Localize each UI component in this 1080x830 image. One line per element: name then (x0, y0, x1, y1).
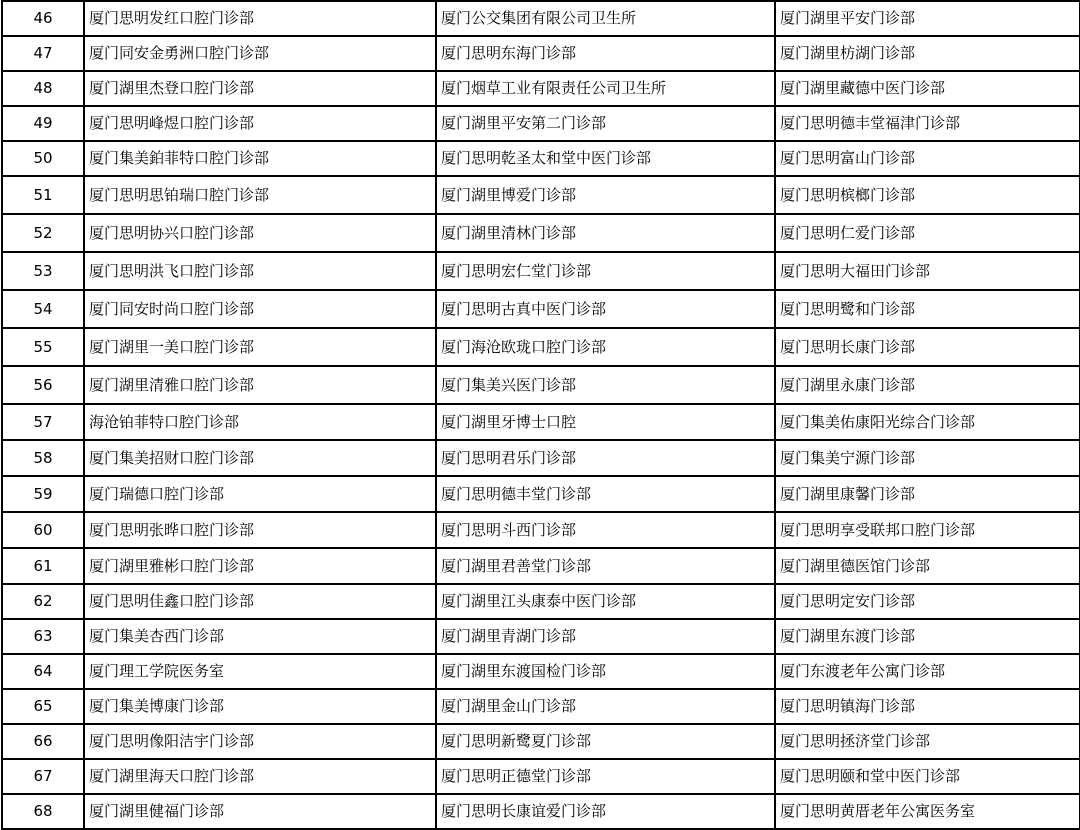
clinic-name-col-2: 厦门集美兴医门诊部 (436, 366, 775, 404)
table-row (2, 440, 1080, 476)
clinic-name-col-1: 厦门思明洪飞口腔门诊部 (84, 252, 436, 290)
row-number: 56 (2, 366, 84, 404)
table-body (2, 1, 1080, 829)
table-row (2, 176, 1080, 214)
clinic-name-col-2: 厦门湖里金山门诊部 (436, 689, 775, 724)
clinic-name-col-2: 厦门思明宏仁堂门诊部 (436, 252, 775, 290)
clinic-name-col-1: 厦门瑞德口腔门诊部 (84, 476, 436, 512)
clinic-name-col-1: 厦门思明峰煜口腔门诊部 (84, 106, 436, 141)
clinic-name-col-3: 厦门思明长康门诊部 (775, 328, 1080, 366)
clinic-name-col-2: 厦门湖里牙博士口腔 (436, 404, 775, 440)
clinic-name-col-3: 厦门思明定安门诊部 (775, 584, 1080, 619)
clinic-name-col-3: 厦门思明颐和堂中医门诊部 (775, 759, 1080, 794)
clinic-name-col-2: 厦门烟草工业有限责任公司卫生所 (436, 71, 775, 106)
row-number: 54 (2, 290, 84, 328)
clinic-name-col-1: 厦门集美博康门诊部 (84, 689, 436, 724)
clinic-name-col-1: 厦门湖里杰登口腔门诊部 (84, 71, 436, 106)
clinic-name-col-2: 厦门思明东海门诊部 (436, 36, 775, 71)
clinic-name-col-3: 厦门思明大福田门诊部 (775, 252, 1080, 290)
table-row (2, 404, 1080, 440)
table-row (2, 106, 1080, 141)
clinic-name-col-3: 厦门集美佑康阳光综合门诊部 (775, 404, 1080, 440)
clinic-name-col-2: 厦门湖里江头康泰中医门诊部 (436, 584, 775, 619)
row-number: 47 (2, 36, 84, 71)
clinic-name-col-2: 厦门湖里清林门诊部 (436, 214, 775, 252)
row-number: 51 (2, 176, 84, 214)
clinic-name-col-3: 厦门思明富山门诊部 (775, 141, 1080, 176)
clinic-list-table (1, 0, 1080, 830)
clinic-name-col-2: 厦门思明正德堂门诊部 (436, 759, 775, 794)
row-number: 52 (2, 214, 84, 252)
clinic-name-col-3: 厦门思明仁爱门诊部 (775, 214, 1080, 252)
clinic-name-col-3: 厦门思明鹭和门诊部 (775, 290, 1080, 328)
clinic-name-col-3: 厦门湖里藏德中医门诊部 (775, 71, 1080, 106)
row-number: 66 (2, 724, 84, 759)
table-row (2, 548, 1080, 584)
clinic-name-col-3: 厦门思明黄厝老年公寓医务室 (775, 794, 1080, 829)
row-number: 46 (2, 1, 84, 36)
clinic-name-col-3: 厦门思明德丰堂福津门诊部 (775, 106, 1080, 141)
clinic-name-col-2: 厦门思明德丰堂门诊部 (436, 476, 775, 512)
clinic-name-col-2: 厦门湖里青湖门诊部 (436, 619, 775, 654)
table-row (2, 328, 1080, 366)
row-number: 65 (2, 689, 84, 724)
clinic-name-col-2: 厦门公交集团有限公司卫生所 (436, 1, 775, 36)
clinic-name-col-2: 厦门湖里君善堂门诊部 (436, 548, 775, 584)
clinic-name-col-1: 厦门湖里海天口腔门诊部 (84, 759, 436, 794)
clinic-name-col-2: 厦门海沧欧珑口腔门诊部 (436, 328, 775, 366)
row-number: 64 (2, 654, 84, 689)
table-row (2, 476, 1080, 512)
clinic-name-col-3: 厦门集美宁源门诊部 (775, 440, 1080, 476)
clinic-name-col-1: 海沧铂菲特口腔门诊部 (84, 404, 436, 440)
table-row (2, 36, 1080, 71)
table-row (2, 689, 1080, 724)
clinic-name-col-3: 厦门湖里枋湖门诊部 (775, 36, 1080, 71)
clinic-name-col-2: 厦门思明古真中医门诊部 (436, 290, 775, 328)
clinic-name-col-3: 厦门思明享受联邦口腔门诊部 (775, 512, 1080, 548)
row-number: 59 (2, 476, 84, 512)
clinic-name-col-3: 厦门湖里德医馆门诊部 (775, 548, 1080, 584)
clinic-name-col-2: 厦门思明斗西门诊部 (436, 512, 775, 548)
clinic-name-col-2: 厦门思明君乐门诊部 (436, 440, 775, 476)
clinic-name-col-2: 厦门湖里东渡国检门诊部 (436, 654, 775, 689)
clinic-name-col-1: 厦门思明协兴口腔门诊部 (84, 214, 436, 252)
clinic-name-col-3: 厦门思明拯济堂门诊部 (775, 724, 1080, 759)
row-number: 67 (2, 759, 84, 794)
row-number: 49 (2, 106, 84, 141)
clinic-name-col-1: 厦门思明思铂瑞口腔门诊部 (84, 176, 436, 214)
table-row (2, 252, 1080, 290)
row-number: 58 (2, 440, 84, 476)
row-number: 57 (2, 404, 84, 440)
row-number: 68 (2, 794, 84, 829)
table-row (2, 724, 1080, 759)
row-number: 55 (2, 328, 84, 366)
table-row (2, 290, 1080, 328)
clinic-name-col-2: 厦门思明长康谊爱门诊部 (436, 794, 775, 829)
table-row (2, 654, 1080, 689)
row-number: 60 (2, 512, 84, 548)
clinic-name-col-1: 厦门湖里健福门诊部 (84, 794, 436, 829)
clinic-name-col-1: 厦门集美招财口腔门诊部 (84, 440, 436, 476)
clinic-name-col-3: 厦门湖里康馨门诊部 (775, 476, 1080, 512)
clinic-name-col-2: 厦门湖里平安第二门诊部 (436, 106, 775, 141)
table-row (2, 512, 1080, 548)
clinic-name-col-1: 厦门思明发红口腔门诊部 (84, 1, 436, 36)
row-number: 61 (2, 548, 84, 584)
table-row (2, 214, 1080, 252)
table-row (2, 619, 1080, 654)
clinic-name-col-3: 厦门思明槟榔门诊部 (775, 176, 1080, 214)
table-row (2, 366, 1080, 404)
clinic-name-col-2: 厦门湖里博爱门诊部 (436, 176, 775, 214)
table-row (2, 794, 1080, 829)
table-row (2, 759, 1080, 794)
clinic-name-col-3: 厦门思明镇海门诊部 (775, 689, 1080, 724)
table-row (2, 584, 1080, 619)
clinic-name-col-1: 厦门思明佳鑫口腔门诊部 (84, 584, 436, 619)
row-number: 53 (2, 252, 84, 290)
row-number: 48 (2, 71, 84, 106)
clinic-name-col-1: 厦门同安时尚口腔门诊部 (84, 290, 436, 328)
clinic-name-col-1: 厦门湖里雅彬口腔门诊部 (84, 548, 436, 584)
table-row (2, 141, 1080, 176)
clinic-name-col-2: 厦门思明乾圣太和堂中医门诊部 (436, 141, 775, 176)
clinic-name-col-1: 厦门理工学院医务室 (84, 654, 436, 689)
table-row (2, 1, 1080, 36)
clinic-name-col-1: 厦门湖里清雅口腔门诊部 (84, 366, 436, 404)
clinic-name-col-3: 厦门湖里平安门诊部 (775, 1, 1080, 36)
clinic-name-col-3: 厦门湖里永康门诊部 (775, 366, 1080, 404)
clinic-name-col-1: 厦门湖里一美口腔门诊部 (84, 328, 436, 366)
row-number: 62 (2, 584, 84, 619)
clinic-name-col-3: 厦门湖里东渡门诊部 (775, 619, 1080, 654)
clinic-name-col-1: 厦门集美杏西门诊部 (84, 619, 436, 654)
clinic-name-col-1: 厦门集美鉑菲特口腔门诊部 (84, 141, 436, 176)
clinic-name-col-3: 厦门东渡老年公寓门诊部 (775, 654, 1080, 689)
row-number: 50 (2, 141, 84, 176)
clinic-name-col-1: 厦门思明张晔口腔门诊部 (84, 512, 436, 548)
clinic-name-col-1: 厦门同安金勇洲口腔门诊部 (84, 36, 436, 71)
row-number: 63 (2, 619, 84, 654)
table-row (2, 71, 1080, 106)
clinic-name-col-1: 厦门思明像阳洁宇门诊部 (84, 724, 436, 759)
clinic-name-col-2: 厦门思明新鹭夏门诊部 (436, 724, 775, 759)
